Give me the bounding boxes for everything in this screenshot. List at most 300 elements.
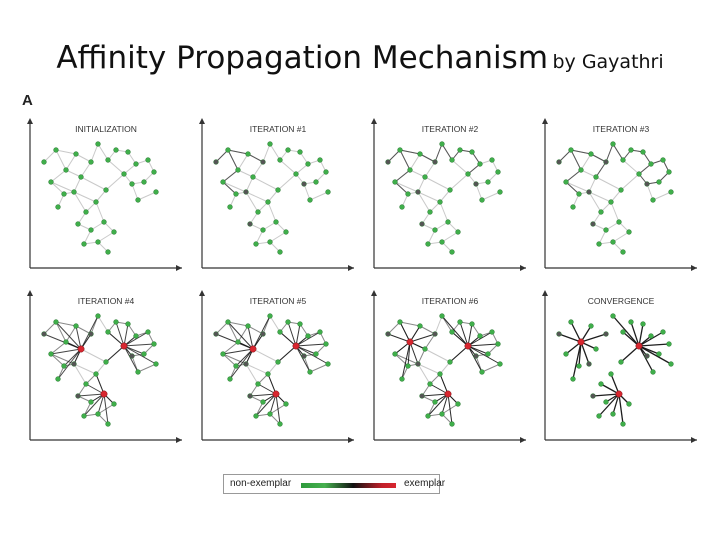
data-point-node (54, 320, 59, 325)
data-point-node (645, 354, 650, 359)
data-point-node (651, 370, 656, 375)
message-edge (223, 170, 238, 182)
data-point-node (611, 142, 616, 147)
data-point-node (386, 160, 391, 165)
graph-edge (270, 144, 280, 160)
data-point-node (134, 162, 139, 167)
data-point-node (54, 148, 59, 153)
data-point-node (152, 170, 157, 175)
exemplar-node (407, 339, 413, 345)
data-point-node (286, 148, 291, 153)
data-point-node (76, 394, 81, 399)
data-point-node (486, 180, 491, 185)
data-point-node (256, 382, 261, 387)
data-point-node (393, 352, 398, 357)
graph-edge (653, 192, 671, 200)
data-point-node (420, 222, 425, 227)
data-point-node (400, 377, 405, 382)
data-point-node (254, 414, 259, 419)
data-point-node (266, 200, 271, 205)
data-point-node (609, 200, 614, 205)
graph-edge (56, 150, 66, 170)
responsibility-edge (276, 394, 280, 424)
data-point-node (84, 382, 89, 387)
graph-edge (138, 364, 156, 372)
panel-5 (27, 290, 182, 443)
data-point-node (276, 188, 281, 193)
panel-2 (199, 118, 354, 271)
data-point-node (298, 150, 303, 155)
data-point-node (324, 170, 329, 175)
data-point-node (261, 332, 266, 337)
data-point-node (106, 250, 111, 255)
data-point-node (440, 314, 445, 319)
title-text: Affinity Propagation Mechanism (56, 40, 549, 76)
data-point-node (64, 168, 69, 173)
data-point-node (423, 347, 428, 352)
data-point-node (142, 180, 147, 185)
data-point-node (474, 182, 479, 187)
data-point-node (393, 180, 398, 185)
data-point-node (433, 400, 438, 405)
data-point-node (440, 412, 445, 417)
message-edge (395, 170, 410, 182)
data-point-node (627, 230, 632, 235)
x-axis-arrow (348, 265, 354, 271)
x-axis-arrow (691, 265, 697, 271)
responsibility-edge (639, 344, 669, 346)
graph-edge (450, 174, 468, 190)
data-point-node (433, 228, 438, 233)
graph-edge (310, 192, 328, 200)
data-point-node (214, 160, 219, 165)
graph-edge (400, 322, 420, 326)
data-point-node (228, 205, 233, 210)
data-point-node (244, 362, 249, 367)
message-edge (571, 150, 591, 154)
y-axis-arrow (199, 290, 205, 296)
data-point-node (604, 332, 609, 337)
data-point-node (234, 364, 239, 369)
data-point-node (146, 158, 151, 163)
data-point-node (104, 188, 109, 193)
x-axis-arrow (348, 437, 354, 443)
data-point-node (641, 322, 646, 327)
data-point-node (248, 222, 253, 227)
panel-label: INITIALIZATION (75, 124, 137, 134)
data-point-node (456, 402, 461, 407)
data-point-node (458, 148, 463, 153)
data-point-node (146, 330, 151, 335)
data-point-node (667, 170, 672, 175)
graph-edge (425, 177, 450, 190)
graph-edge (66, 154, 76, 170)
data-point-node (587, 362, 592, 367)
graph-edge (278, 174, 296, 190)
responsibility-edge (278, 346, 296, 362)
responsibility-edge (78, 394, 104, 396)
data-point-node (56, 205, 61, 210)
data-point-node (406, 192, 411, 197)
data-point-node (416, 362, 421, 367)
data-point-node (278, 422, 283, 427)
data-point-node (418, 152, 423, 157)
graph-edge (91, 144, 98, 162)
data-point-node (96, 314, 101, 319)
data-point-node (261, 400, 266, 405)
data-point-node (604, 400, 609, 405)
data-point-node (619, 360, 624, 365)
graph-edge (621, 174, 639, 190)
data-point-node (261, 228, 266, 233)
data-point-node (112, 402, 117, 407)
data-point-node (569, 148, 574, 153)
data-point-node (248, 394, 253, 399)
data-point-node (433, 160, 438, 165)
data-point-node (621, 250, 626, 255)
data-point-node (268, 240, 273, 245)
data-point-node (89, 332, 94, 337)
panel-8 (542, 290, 697, 443)
data-point-node (604, 228, 609, 233)
data-point-node (278, 250, 283, 255)
data-point-node (669, 190, 674, 195)
color-legend (223, 474, 446, 494)
data-point-node (221, 352, 226, 357)
data-point-node (571, 205, 576, 210)
data-point-node (426, 414, 431, 419)
legend-non-exemplar-label: non-exemplar (230, 478, 292, 489)
data-point-node (214, 332, 219, 337)
data-point-node (440, 240, 445, 245)
data-point-node (76, 222, 81, 227)
data-point-node (470, 322, 475, 327)
graph-edge (51, 170, 66, 182)
panel-label: ITERATION #6 (421, 296, 479, 306)
x-axis-arrow (176, 437, 182, 443)
data-point-node (306, 334, 311, 339)
message-edge (228, 150, 238, 170)
data-point-node (599, 210, 604, 215)
data-point-node (420, 394, 425, 399)
x-axis-arrow (691, 437, 697, 443)
data-point-node (416, 190, 421, 195)
data-point-node (577, 364, 582, 369)
data-point-node (142, 352, 147, 357)
x-axis-arrow (520, 265, 526, 271)
data-point-node (306, 162, 311, 167)
message-edge (228, 150, 248, 154)
data-point-node (446, 220, 451, 225)
data-point-node (326, 362, 331, 367)
data-point-node (318, 158, 323, 163)
data-point-node (571, 377, 576, 382)
data-point-node (102, 220, 107, 225)
data-point-node (587, 190, 592, 195)
data-point-node (246, 324, 251, 329)
data-point-node (599, 382, 604, 387)
graph-edge (410, 154, 420, 170)
data-point-node (226, 148, 231, 153)
data-point-node (89, 228, 94, 233)
exemplar-node (78, 346, 84, 352)
data-point-node (256, 210, 261, 215)
message-edge (400, 150, 410, 170)
message-edge (395, 182, 408, 194)
data-point-node (74, 152, 79, 157)
graph-edge (98, 144, 108, 160)
data-point-node (597, 242, 602, 247)
message-edge (435, 144, 442, 162)
data-point-node (591, 222, 596, 227)
message-edge (566, 182, 579, 194)
data-point-node (564, 352, 569, 357)
data-point-node (244, 190, 249, 195)
data-point-node (458, 320, 463, 325)
panel-label: ITERATION #1 (249, 124, 307, 134)
data-point-node (617, 220, 622, 225)
data-point-node (564, 180, 569, 185)
graph-edge (581, 154, 591, 170)
data-point-node (49, 352, 54, 357)
data-point-node (228, 377, 233, 382)
data-point-node (667, 342, 672, 347)
message-edge (442, 144, 452, 160)
data-point-node (266, 372, 271, 377)
responsibility-edge (468, 344, 498, 346)
graph-edge (440, 202, 448, 222)
data-point-node (234, 192, 239, 197)
graph-edge (268, 202, 276, 222)
data-point-node (89, 160, 94, 165)
exemplar-node (250, 346, 256, 352)
graph-edge (253, 162, 263, 177)
data-point-node (278, 330, 283, 335)
data-point-node (96, 240, 101, 245)
graph-edge (253, 177, 278, 190)
graph-edge (452, 160, 468, 174)
data-point-node (651, 198, 656, 203)
data-point-node (621, 158, 626, 163)
data-point-node (480, 370, 485, 375)
data-point-node (438, 372, 443, 377)
responsibility-edge (296, 344, 326, 346)
data-point-node (609, 372, 614, 377)
graph-edge (482, 192, 500, 200)
data-point-node (136, 198, 141, 203)
exemplar-node (636, 343, 642, 349)
graph-edge (138, 192, 156, 200)
graph-edge (96, 202, 104, 222)
data-point-node (557, 332, 562, 337)
data-point-node (649, 334, 654, 339)
y-axis-arrow (371, 290, 377, 296)
data-point-node (122, 172, 127, 177)
graph-edge (395, 182, 418, 192)
graph-edge (108, 160, 124, 174)
data-point-node (456, 230, 461, 235)
panel-4 (542, 118, 697, 271)
graph-edge (238, 154, 248, 170)
graph-edge (263, 144, 270, 162)
panel-label: ITERATION #3 (592, 124, 650, 134)
data-point-node (496, 170, 501, 175)
exemplar-node (465, 343, 471, 349)
data-point-node (126, 150, 131, 155)
data-point-node (428, 382, 433, 387)
data-point-node (498, 362, 503, 367)
data-point-node (308, 370, 313, 375)
data-point-node (251, 175, 256, 180)
data-point-node (294, 172, 299, 177)
panel-label: ITERATION #5 (249, 296, 307, 306)
data-point-node (649, 162, 654, 167)
data-point-node (62, 192, 67, 197)
data-point-node (261, 160, 266, 165)
graph-edge (51, 182, 64, 194)
data-point-node (112, 230, 117, 235)
panel-label: ITERATION #2 (421, 124, 479, 134)
y-axis-arrow (542, 290, 548, 296)
panel-3 (371, 118, 526, 271)
message-edge (613, 144, 623, 160)
data-point-node (597, 414, 602, 419)
graph-edge (81, 349, 106, 362)
responsibility-edge (450, 346, 468, 362)
data-point-node (106, 158, 111, 163)
data-point-node (114, 148, 119, 153)
data-point-node (318, 330, 323, 335)
graph-edge (98, 232, 114, 242)
exemplar-node (101, 391, 107, 397)
data-point-node (286, 320, 291, 325)
data-point-node (308, 198, 313, 203)
data-point-node (594, 175, 599, 180)
y-axis-arrow (27, 118, 33, 124)
responsibility-edge (104, 394, 108, 424)
subtitle-text: by Gayathri (552, 51, 664, 73)
graph-edge (51, 182, 74, 192)
figure-panel-label: A (22, 92, 33, 109)
data-point-node (440, 142, 445, 147)
data-point-node (236, 340, 241, 345)
data-point-node (324, 342, 329, 347)
graph-edge (425, 162, 435, 177)
graph-edge (223, 354, 236, 366)
responsibility-edge (248, 326, 253, 349)
data-point-node (661, 158, 666, 163)
data-point-node (136, 370, 141, 375)
exemplar-node (293, 343, 299, 349)
graph-edge (253, 349, 278, 362)
data-point-node (74, 324, 79, 329)
data-point-node (450, 422, 455, 427)
graph-edge (81, 177, 106, 190)
graph-edge (223, 182, 246, 192)
x-axis-arrow (176, 265, 182, 271)
data-point-node (106, 330, 111, 335)
responsibility-edge (442, 316, 468, 346)
graph-edge (51, 354, 64, 366)
panel-7 (371, 290, 526, 443)
y-axis-arrow (199, 118, 205, 124)
y-axis-arrow (371, 118, 377, 124)
data-point-node (478, 162, 483, 167)
data-point-node (496, 342, 501, 347)
data-point-node (42, 160, 47, 165)
data-point-node (246, 152, 251, 157)
data-point-node (314, 352, 319, 357)
graph-edge (425, 349, 450, 362)
data-point-node (619, 188, 624, 193)
data-point-node (278, 158, 283, 163)
data-point-node (314, 180, 319, 185)
graph-edge (442, 232, 458, 242)
data-point-node (438, 200, 443, 205)
data-point-node (629, 148, 634, 153)
data-point-node (94, 200, 99, 205)
data-point-node (594, 347, 599, 352)
data-point-node (79, 175, 84, 180)
data-point-node (621, 330, 626, 335)
data-point-node (629, 320, 634, 325)
data-point-node (298, 322, 303, 327)
data-point-node (423, 175, 428, 180)
data-point-node (152, 342, 157, 347)
panel-1 (27, 118, 182, 271)
data-point-node (490, 330, 495, 335)
data-point-node (398, 320, 403, 325)
graph-edge (566, 182, 589, 192)
data-point-node (669, 362, 674, 367)
data-point-node (641, 150, 646, 155)
graph-edge (270, 316, 280, 332)
responsibility-edge (250, 394, 276, 396)
y-axis-arrow (27, 290, 33, 296)
data-point-node (591, 394, 596, 399)
data-point-node (577, 192, 582, 197)
graph-edge (482, 364, 500, 372)
data-point-node (130, 182, 135, 187)
data-point-node (236, 168, 241, 173)
exemplar-node (445, 391, 451, 397)
data-point-node (96, 142, 101, 147)
data-point-node (569, 320, 574, 325)
data-point-node (84, 210, 89, 215)
graph-edge (270, 232, 286, 242)
data-point-node (611, 314, 616, 319)
data-point-node (466, 172, 471, 177)
data-point-node (274, 220, 279, 225)
data-point-node (478, 334, 483, 339)
data-point-node (154, 362, 159, 367)
data-point-node (302, 354, 307, 359)
data-point-node (400, 205, 405, 210)
data-point-node (589, 152, 594, 157)
data-point-node (154, 190, 159, 195)
data-point-node (268, 314, 273, 319)
responsibility-edge (621, 346, 639, 362)
data-point-node (82, 242, 87, 247)
data-point-node (627, 402, 632, 407)
message-edge (400, 150, 420, 154)
data-point-node (276, 360, 281, 365)
panel-label: ITERATION #4 (77, 296, 135, 306)
data-point-node (604, 160, 609, 165)
data-point-node (450, 158, 455, 163)
responsibility-edge (422, 394, 448, 396)
data-point-node (611, 412, 616, 417)
